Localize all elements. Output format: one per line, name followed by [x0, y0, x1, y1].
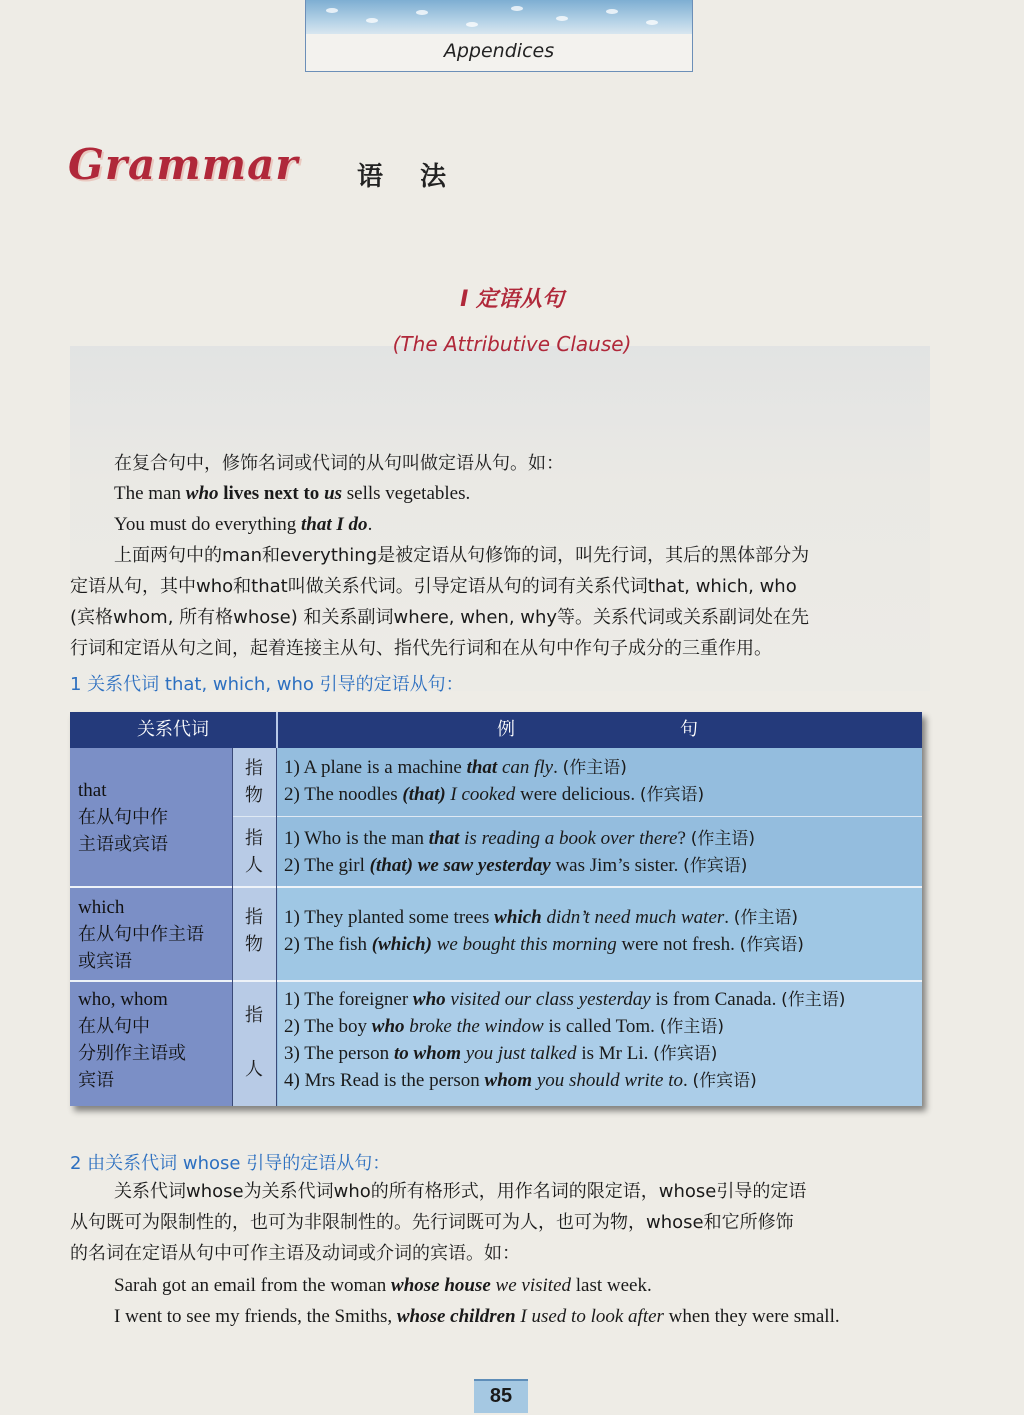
example-line [284, 781, 704, 809]
row-label-who [78, 986, 186, 1094]
role-note: (作主语) [733, 908, 799, 928]
text: 1) The foreigner [284, 989, 413, 1010]
rel-word: (which) [371, 934, 432, 955]
intro-paragraph: 在复合句中，修饰名词或代词的从句叫做定语从句。如： [114, 453, 564, 474]
section-title: I 定语从句 [460, 287, 564, 312]
rel-word: which [494, 907, 542, 928]
clause-text: we visited [490, 1275, 571, 1296]
row-divider [70, 980, 922, 982]
text: is from Canada. [650, 989, 782, 1010]
example-line [284, 825, 755, 853]
row-label-that [78, 777, 168, 858]
role-note: (作宾语) [692, 1071, 757, 1091]
text: ? [677, 828, 691, 849]
rel-word: who [371, 1016, 405, 1037]
text: Sarah got an email from the woman [114, 1275, 392, 1296]
ref-char: 物 [245, 934, 263, 955]
relative-pronoun-table [70, 712, 922, 1106]
example-line [284, 904, 798, 932]
clause-word: us [324, 483, 343, 504]
pronoun-role: 宾语 [78, 1070, 114, 1091]
pronoun-role: 分别作主语或 [78, 1043, 186, 1064]
example-line [284, 852, 747, 880]
clause-text: can fly [497, 757, 554, 778]
clause-text: lives next to [218, 483, 325, 504]
header-decoration [306, 0, 692, 34]
heading-relative-pronouns: 1 关系代词 that, which, who 引导的定语从句： [70, 674, 464, 695]
role-note: (作宾语) [683, 856, 748, 876]
clause-text: I used to look after [515, 1306, 664, 1327]
pronoun-name: who, whom [78, 989, 168, 1010]
explanation-line-2: 定语从句，其中who和that叫做关系代词。引导定语从句的词有关系代词that, which, who [70, 576, 797, 597]
header-col-pronoun: 关系代词 [137, 719, 209, 740]
text: is called Tom. [543, 1016, 660, 1037]
text: 2) The noodles [284, 784, 403, 805]
text: 2) The girl [284, 855, 370, 876]
col-divider [276, 748, 277, 1106]
text: were delicious. [515, 784, 640, 805]
clause-text: is reading a book over there [459, 828, 678, 849]
rel-word: whose house [391, 1275, 491, 1296]
ref-char: 指 [245, 907, 263, 928]
ref-char: 物 [245, 785, 263, 806]
whose-example-1 [114, 1270, 652, 1301]
text: 3) The person [284, 1043, 394, 1064]
rel-word: whose children [396, 1306, 516, 1327]
whose-line-2: 从句既可为限制性的，也可为非限制性的。先行词既可为人，也可为物，whose和它所修饰 [70, 1212, 794, 1233]
text: I went to see my friends, the Smiths, [114, 1306, 397, 1327]
header-divider [276, 712, 278, 748]
explanation-line-4: 行词和定语从句之间，起着连接主从句、指代先行词和在从句中作句子成分的三重作用。 [70, 638, 772, 659]
pronoun-role: 在从句中作 [78, 807, 168, 828]
rel-word: (that) we saw yesterday [369, 855, 551, 876]
ref-char: 指 [245, 758, 263, 779]
pronoun-role: 在从句中作主语 [78, 924, 204, 945]
example-line [284, 1013, 724, 1041]
text: is Mr Li. [576, 1043, 654, 1064]
clause-text: you should write to [532, 1070, 684, 1091]
role-note: (作宾语) [639, 785, 705, 805]
rel-word: that [428, 828, 460, 849]
ref-person [232, 1002, 276, 1083]
text: were not fresh. [616, 934, 740, 955]
text: . [724, 907, 734, 928]
text: 2) The boy [284, 1016, 372, 1037]
rel-word: who [412, 989, 446, 1010]
text: 1) They planted some trees [284, 907, 495, 928]
example-line [284, 986, 845, 1014]
explanation-line-1: 上面两句中的man和everything是被定语从句修饰的词，叫先行词，其后的黑体部分为 [114, 545, 810, 566]
pronoun-role: 或宾语 [78, 951, 132, 972]
text: was Jim’s sister. [550, 855, 684, 876]
text: when they were small. [663, 1306, 840, 1327]
ref-thing [232, 755, 276, 809]
text: last week. [571, 1275, 652, 1296]
ref-thing [232, 904, 276, 958]
example-line [284, 1040, 717, 1068]
text: sells vegetables. [342, 483, 471, 504]
role-note: (作宾语) [739, 935, 804, 955]
text: You must do everything [114, 514, 302, 535]
role-note: (作宾语) [653, 1044, 718, 1064]
clause-text: I cooked [445, 784, 516, 805]
ref-char: 指 [245, 1005, 263, 1026]
role-note: (作主语) [781, 990, 846, 1010]
rel-word: whom [484, 1070, 533, 1091]
text: 1) A plane is a machine [284, 757, 467, 778]
example-line [284, 1067, 757, 1095]
pronoun-role: 在从句中 [78, 1016, 150, 1037]
text: 1) Who is the man [284, 828, 429, 849]
whose-line-3: 的名词在定语从句中可作主语及动词或介词的宾语。如： [70, 1243, 520, 1264]
page-title-zh: 语 法 [357, 162, 461, 192]
rel-word: who [185, 483, 219, 504]
rel-word: to whom [393, 1043, 461, 1064]
text: 2) The fish [284, 934, 372, 955]
row-divider [70, 886, 922, 888]
table-header [70, 712, 922, 748]
text: . [367, 514, 373, 535]
example-sentence-1 [114, 478, 470, 509]
ref-char: 指 [245, 828, 263, 849]
header-col-example-1: 例 [497, 719, 515, 740]
sub-row-divider [232, 816, 922, 817]
appendices-tab [305, 0, 693, 72]
whose-example-2 [114, 1301, 840, 1332]
text: The man [114, 483, 186, 504]
ref-char: 人 [245, 1059, 263, 1080]
example-sentence-2 [114, 509, 372, 540]
whose-line-1: 关系代词whose为关系代词who的所有格形式，用作名词的限定语，whose引导的定语 [114, 1181, 807, 1202]
role-note: (作主语) [659, 1017, 724, 1037]
pronoun-name: that [78, 780, 107, 801]
clause-text: didn’t need much water [541, 907, 725, 928]
rel-word: that [466, 757, 498, 778]
text: 4) Mrs Read is the person [284, 1070, 485, 1091]
text: . [553, 757, 563, 778]
example-line [284, 754, 627, 782]
example-line [284, 931, 804, 959]
role-note: (作主语) [562, 758, 627, 778]
text: . [683, 1070, 693, 1091]
role-note: (作主语) [690, 829, 755, 849]
header-col-example-2: 句 [680, 719, 698, 740]
clause-text: broke the window [404, 1016, 544, 1037]
appendices-label: Appendices [443, 40, 555, 62]
rel-word: (that) [402, 784, 446, 805]
row-label-which [78, 894, 204, 975]
clause-text: you just talked [461, 1043, 577, 1064]
pronoun-role: 主语或宾语 [78, 834, 168, 855]
explanation-line-3: (宾格whom, 所有格whose) 和关系副词where, when, why等。关系代词或关系副词处在先 [70, 607, 810, 628]
pronoun-name: which [78, 897, 125, 918]
ref-person [232, 825, 276, 879]
clause-text: visited our class yesterday [445, 989, 651, 1010]
ref-char: 人 [245, 855, 263, 876]
clause-text: that I do [301, 514, 368, 535]
section-subtitle: (The Attributive Clause) [392, 332, 632, 356]
clause-text: we bought this morning [431, 934, 617, 955]
page-title: Grammar [68, 140, 299, 189]
heading-whose: 2 由关系代词 whose 引导的定语从句： [70, 1153, 391, 1174]
page-number: 85 [474, 1379, 528, 1413]
